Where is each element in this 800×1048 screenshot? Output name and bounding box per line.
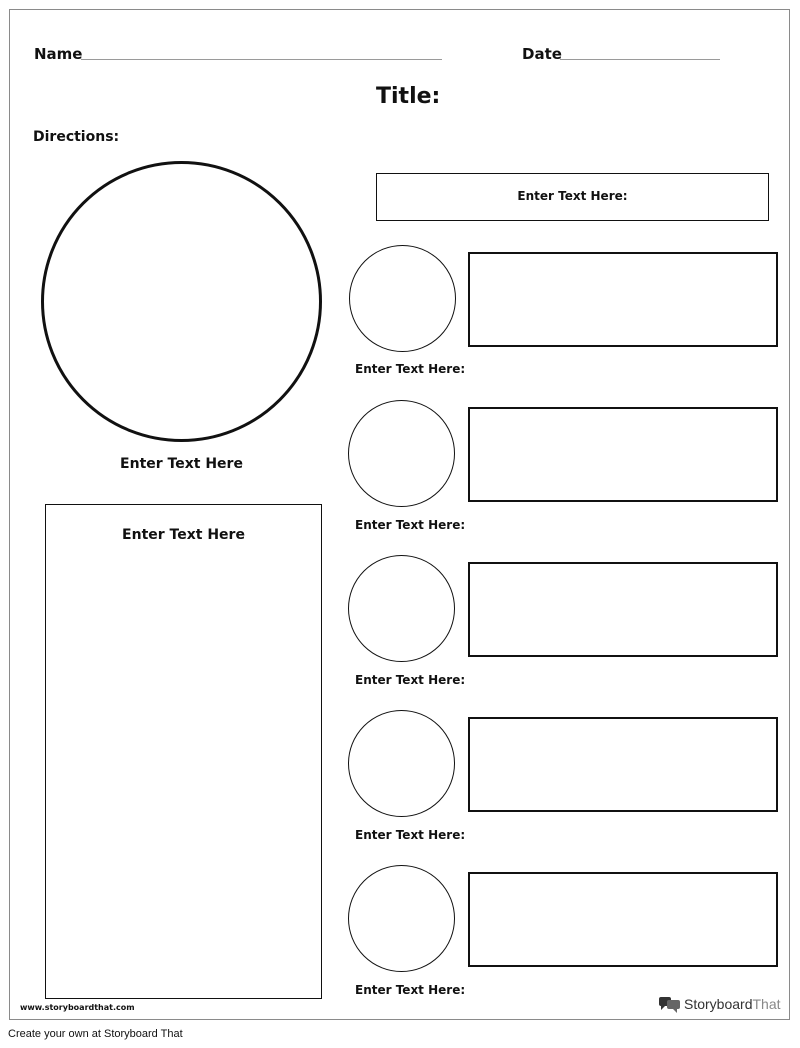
row-circle [348,710,455,817]
row-text-box[interactable] [468,562,778,657]
top-text-box-label: Enter Text Here: [517,189,628,203]
row-label: Enter Text Here: [355,362,466,376]
row-circle [348,400,455,507]
credit-line[interactable]: Create your own at Storyboard That [8,1028,183,1040]
name-label: Name [34,45,83,63]
main-circle [41,161,322,442]
date-label: Date [522,45,562,63]
row-label: Enter Text Here: [355,828,466,842]
name-line[interactable] [81,59,442,60]
main-text-box[interactable] [45,504,322,999]
worksheet-page [9,9,790,1020]
directions-label: Directions: [33,129,120,145]
main-circle-caption: Enter Text Here [120,456,243,472]
row-circle [348,555,455,662]
row-text-box[interactable] [468,407,778,502]
row-label: Enter Text Here: [355,673,466,687]
brand-suffix: That [752,996,781,1012]
row-circle [348,865,455,972]
date-line[interactable] [560,59,720,60]
speech-bubble-icon [658,994,682,1014]
brand-name: Storyboard [684,996,753,1012]
row-text-box[interactable] [468,252,778,347]
row-text-box[interactable] [468,717,778,812]
main-text-box-heading: Enter Text Here [122,527,245,543]
row-label: Enter Text Here: [355,518,466,532]
row-label: Enter Text Here: [355,983,466,997]
footer-url: www.storyboardthat.com [20,1003,135,1012]
brand-logo [658,993,783,1015]
top-text-box[interactable] [376,173,769,221]
row-circle [349,245,456,352]
row-text-box[interactable] [468,872,778,967]
page-title: Title: [376,84,441,109]
